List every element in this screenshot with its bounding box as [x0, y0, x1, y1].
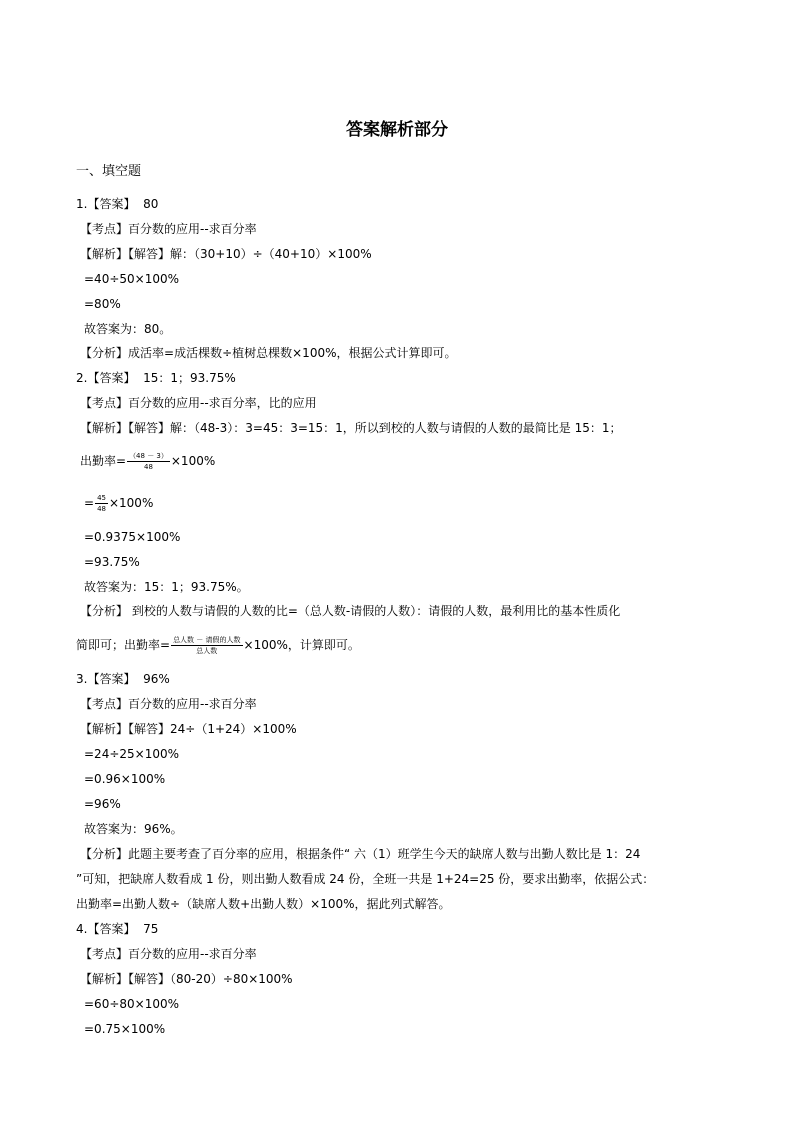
section-heading: 一、填空题	[76, 164, 142, 179]
q3-kaodian-text: 百分数的应用--求百分率	[128, 697, 257, 711]
q1-fenxi-tag: 【分析】	[80, 346, 129, 360]
q2-jiexi-line	[80, 420, 622, 436]
q3-answer-line	[76, 671, 170, 687]
q2-jiexi-text: 【解答】解：（48-3）：3=45：3=15：1，所以到校的人数与请假的人数的最简比是 15：1；	[128, 421, 622, 435]
q4-kaodian-tag: 【考点】	[80, 947, 129, 961]
q4-step-2: =0.75×100%	[84, 1022, 166, 1036]
q3-kaodian-line	[80, 696, 257, 712]
q2-fraction-2-numerator: 45	[97, 494, 106, 502]
q2-kaodian-text: 百分数的应用--求百分率，比的应用	[128, 396, 317, 410]
q2-rate-formula	[80, 446, 215, 476]
q2-answer-line	[76, 370, 236, 386]
q2-step-3: =0.9375×100%	[84, 530, 181, 544]
q4-kaodian-text: 百分数的应用--求百分率	[128, 947, 257, 961]
q4-answer-line	[76, 921, 158, 937]
page-title: 答案解析部分	[346, 120, 448, 140]
q1-number: 1.	[76, 197, 88, 211]
q3-answer: 96%	[143, 672, 170, 686]
q1-step-2: =80%	[84, 297, 121, 311]
q1-jiexi-tag: 【解析】	[80, 247, 129, 261]
q2-number: 2.	[76, 371, 88, 385]
q2-fenxi-line-2	[76, 630, 360, 660]
q1-conclusion: 故答案为：80。	[84, 322, 172, 336]
q4-jiexi-line	[80, 971, 293, 987]
q3-fenxi-line-2: ”可知，把缺席人数看成 1 份，则出勤人数看成 24 份，全班一共是 1+24=25 份，要求出勤率，依据公式：	[76, 872, 655, 886]
q3-jiexi-tag: 【解析】	[80, 722, 129, 736]
q2-fraction-3	[171, 636, 242, 655]
q4-answer-tag: 【答案】	[87, 922, 136, 936]
q2-fraction-1-denominator: 48	[144, 463, 153, 471]
q2-step-2	[84, 488, 153, 518]
q2-fraction-3-denominator: 总人数	[196, 647, 218, 655]
q3-kaodian-tag: 【考点】	[80, 697, 129, 711]
q2-answer-tag: 【答案】	[87, 371, 136, 385]
q2-rate-prefix: 出勤率=	[80, 454, 127, 468]
q1-jiexi-text: 【解答】解：（30+10）÷（40+10）×100%	[128, 247, 372, 261]
q2-kaodian-line	[80, 395, 317, 411]
q1-kaodian-tag: 【考点】	[80, 222, 129, 236]
q2-fraction-1	[127, 452, 170, 471]
q1-answer-line	[76, 196, 158, 212]
q4-step-1: =60÷80×100%	[84, 997, 180, 1011]
q3-fenxi-line-1: 【分析】此题主要考查了百分率的应用，根据条件“ 六（1）班学生今天的缺席人数与出勤人数比是 1：24	[80, 847, 641, 861]
q2-fenxi-line-1: 【分析】 到校的人数与请假的人数的比=（总人数-请假的人数）：请假的人数，最利用比的基本性质化	[80, 604, 621, 618]
q2-answer: 15：1；93.75%	[143, 371, 236, 385]
q1-fenxi-text: 成活率=成活棵数÷植树总棵数×100%，根据公式计算即可。	[128, 346, 457, 360]
q2-fraction-2	[95, 494, 108, 513]
q3-answer-tag: 【答案】	[87, 672, 136, 686]
q2-fraction-1-numerator: （48 － 3）	[129, 452, 168, 460]
q3-step-3: =96%	[84, 797, 121, 811]
q1-jiexi-line	[80, 246, 372, 262]
q3-conclusion: 故答案为：96%。	[84, 822, 183, 836]
q3-number: 3.	[76, 672, 88, 686]
q1-answer-tag: 【答案】	[87, 197, 136, 211]
q1-kaodian-text: 百分数的应用--求百分率	[128, 222, 257, 236]
q3-jiexi-line	[80, 721, 297, 737]
q2-fenxi-line-2-start: 简即可；出勤率=	[76, 638, 171, 652]
q2-equals: =	[84, 496, 95, 510]
q2-step-2-suffix: ×100%	[108, 496, 154, 510]
q2-fraction-3-numerator: 总人数 － 请假的人数	[173, 636, 241, 644]
q3-jiexi-text: 【解答】24÷（1+24）×100%	[128, 722, 297, 736]
q2-fenxi-line-2-end: ×100%，计算即可。	[243, 638, 360, 652]
q2-jiexi-tag: 【解析】	[80, 421, 129, 435]
q2-conclusion: 故答案为：15：1；93.75%。	[84, 580, 249, 594]
q4-jiexi-tag: 【解析】	[80, 972, 129, 986]
q1-fenxi-line	[80, 345, 457, 361]
q1-answer: 80	[143, 197, 159, 211]
q1-step-1: =40÷50×100%	[84, 272, 180, 286]
q4-kaodian-line	[80, 946, 257, 962]
q4-jiexi-text: 【解答】（80-20）÷80×100%	[128, 972, 293, 986]
q2-rate-suffix: ×100%	[170, 454, 216, 468]
q1-kaodian-line	[80, 221, 257, 237]
q2-fraction-2-denominator: 48	[97, 505, 106, 513]
q4-number: 4.	[76, 922, 88, 936]
q2-step-4: =93.75%	[84, 555, 140, 569]
q3-step-2: =0.96×100%	[84, 772, 166, 786]
q4-answer: 75	[143, 922, 159, 936]
q2-kaodian-tag: 【考点】	[80, 396, 129, 410]
q3-step-1: =24÷25×100%	[84, 747, 180, 761]
q3-fenxi-line-3: 出勤率=出勤人数÷（缺席人数+出勤人数）×100%，据此列式解答。	[76, 897, 451, 911]
